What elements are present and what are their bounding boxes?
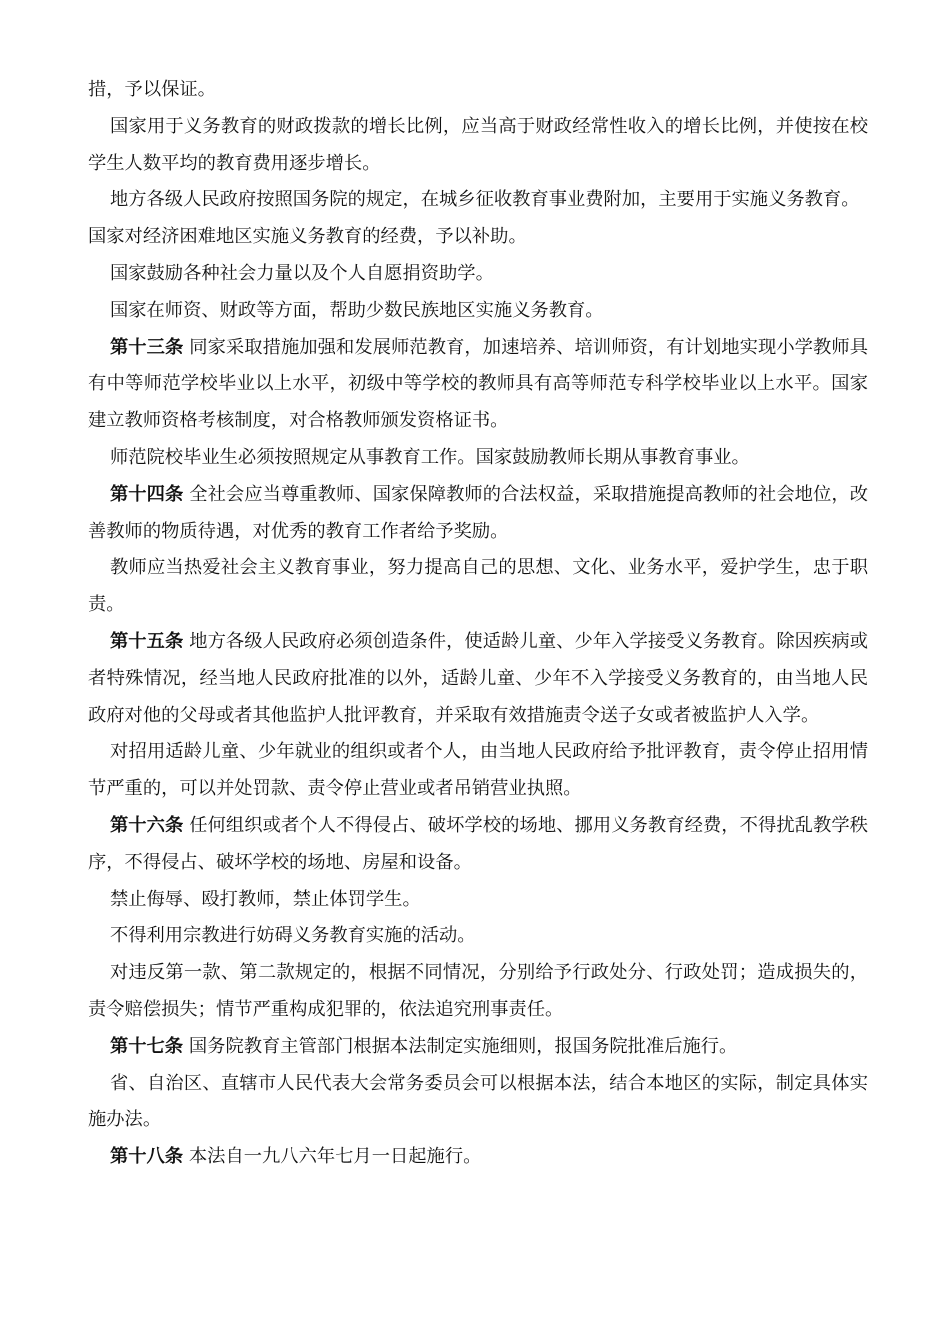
paragraph-text: 不得利用宗教进行妨碍义务教育实施的活动。 <box>109 925 476 947</box>
paragraph <box>88 256 868 293</box>
article-16 <box>88 808 868 882</box>
article-number: 第十三条 <box>109 336 184 358</box>
paragraph-text: 地方各级人民政府按照国务院的规定，在城乡征收教育事业费附加，主要用于实施义务教育。 <box>109 189 860 211</box>
paragraph-text: 国务院教育主管部门根据本法制定实施细则，报国务院批准后施行。 <box>183 1035 738 1057</box>
paragraph-text: 国家鼓励各种社会力量以及个人自愿捐资助学。 <box>109 262 494 284</box>
article-number: 第十八条 <box>109 1146 184 1168</box>
paragraph-text: 禁止侮辱、殴打教师，禁止体罚学生。 <box>109 888 421 910</box>
paragraph-text: 教师应当热爱社会主义教育事业，努力提高自己的思想、文化、业务水平，爱护学生，忠于职责。 <box>88 557 868 616</box>
paragraph <box>88 293 868 330</box>
paragraph-text: 国家用于义务教育的财政拨款的增长比例，应当高于财政经常性收入的增长比例，并使按在校学生人数平均的教育费用逐步增长。 <box>88 115 868 174</box>
article-number: 第十五条 <box>109 630 184 652</box>
article-number: 第十七条 <box>109 1035 184 1057</box>
paragraph <box>88 109 868 183</box>
article-number: 第十四条 <box>109 483 184 505</box>
paragraph-text: 全社会应当尊重教师、国家保障教师的合法权益，采取措施提高教师的社会地位，改善教师的物质待遇，对优秀的教育工作者给予奖励。 <box>88 483 868 542</box>
paragraph <box>88 1066 868 1140</box>
paragraph-text: 同家采取措施加强和发展师范教育，加速培养、培训师资，有计划地实现小学教师具有中等师范学校毕业以上水平，初级中等学校的教师具有高等师范专科学校毕业以上水平。国家建立教师资格考核制度，对合格教师颁发资格证书。 <box>88 336 868 432</box>
article-17 <box>88 1029 868 1066</box>
paragraph-text: 地方各级人民政府必须创造条件，使适龄儿童、少年入学接受义务教育。除因疾病或者特殊情况，经当地人民政府批准的以外，适龄儿童、少年不入学接受义务教育的，由当地人民政府对他的父母或者其他监护人批评教育，并采取有效措施责令送子女或者被监护人入学。 <box>88 630 868 726</box>
paragraph <box>88 882 868 919</box>
paragraph-text: 任何组织或者个人不得侵占、破坏学校的场地、挪用义务教育经费，不得扰乱教学秩序，不得侵占、破坏学校的场地、房屋和设备。 <box>88 814 868 873</box>
article-14 <box>88 477 868 551</box>
paragraph <box>88 734 868 808</box>
paragraph <box>88 182 868 219</box>
article-number: 第十六条 <box>109 814 184 836</box>
paragraph <box>88 955 868 1029</box>
paragraph-text: 国家对经济困难地区实施义务教育的经费，予以补助。 <box>88 226 527 248</box>
paragraph-text: 对招用适龄儿童、少年就业的组织或者个人，由当地人民政府给予批评教育，责令停止招用情节严重的，可以并处罚款、责令停止营业或者吊销营业执照。 <box>88 741 868 800</box>
paragraph-text: 省、自治区、直辖市人民代表大会常务委员会可以根据本法，结合本地区的实际，制定具体实施办法。 <box>88 1072 868 1131</box>
paragraph-text: 国家在师资、财政等方面，帮助少数民族地区实施义务教育。 <box>109 299 604 321</box>
paragraph-text: 本法自一九八六年七月一日起施行。 <box>183 1146 482 1168</box>
paragraph-text: 措，予以保证。 <box>88 79 216 100</box>
paragraph <box>88 72 868 109</box>
paragraph <box>88 440 868 477</box>
document-body <box>88 72 868 1176</box>
article-15 <box>88 624 868 734</box>
paragraph <box>88 550 868 624</box>
paragraph-text: 对违反第一款、第二款规定的，根据不同情况，分别给予行政处分、行政处罚；造成损失的，责令赔偿损失；情节严重构成犯罪的，依法追究刑事责任。 <box>88 962 868 1020</box>
article-18 <box>88 1139 868 1176</box>
paragraph <box>88 219 868 256</box>
article-13 <box>88 330 868 440</box>
paragraph <box>88 918 868 955</box>
paragraph-text: 师范院校毕业生必须按照规定从事教育工作。国家鼓励教师长期从事教育事业。 <box>109 446 750 468</box>
